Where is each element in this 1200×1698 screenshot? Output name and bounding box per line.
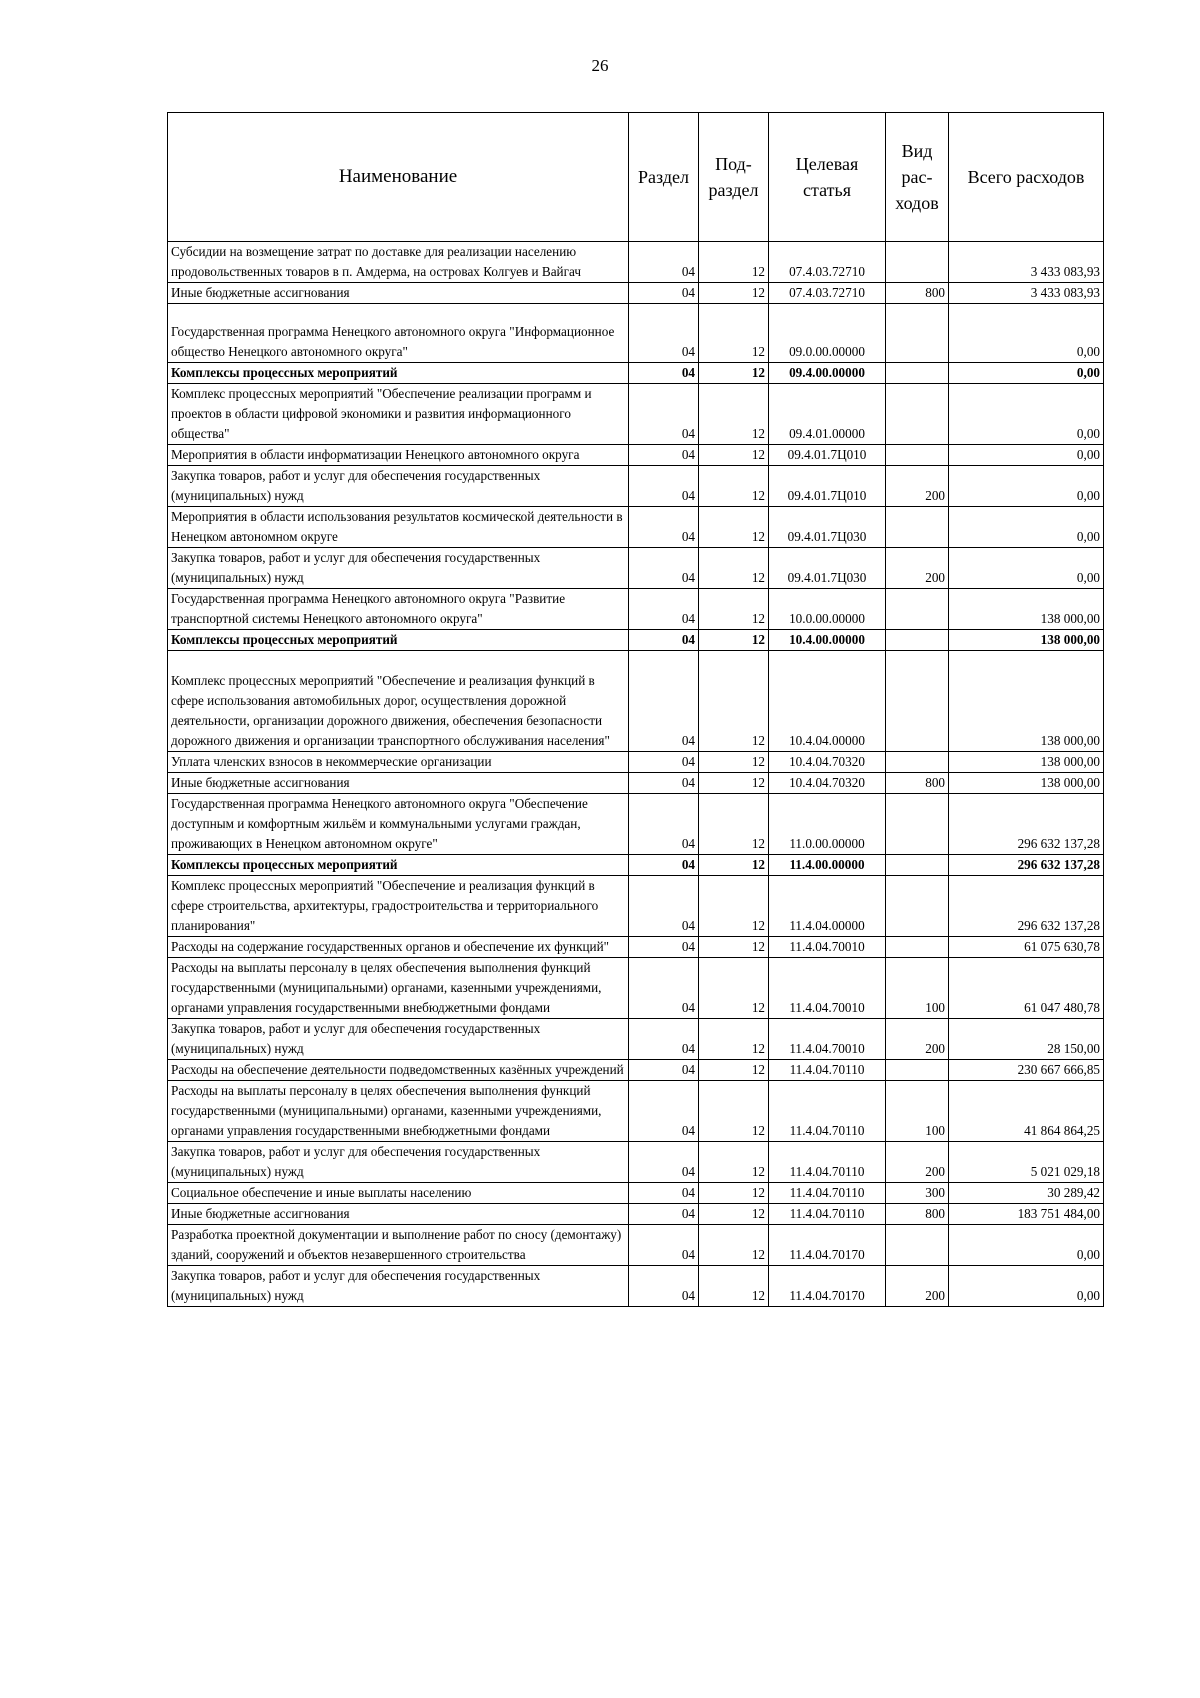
cell-sum: 61 047 480,78 [949, 958, 1104, 1019]
cell-statya: 11.4.04.70010 [769, 937, 886, 958]
header-razdel: Раздел [629, 113, 699, 242]
cell-name: Уплата членских взносов в некоммерческие организации [168, 752, 629, 773]
cell-vid: 800 [886, 1204, 949, 1225]
cell-podrazdel: 12 [699, 507, 769, 548]
cell-vid: 200 [886, 466, 949, 507]
cell-vid [886, 651, 949, 752]
cell-statya: 10.0.00.00000 [769, 589, 886, 630]
cell-name: Расходы на выплаты персоналу в целях обеспечения выполнения функций государственными (муниципальными) органами, казенными учреждениями, органами управления государственными внебюджетными фондами [168, 958, 629, 1019]
cell-razdel: 04 [629, 466, 699, 507]
table-body [168, 242, 1104, 1307]
cell-podrazdel: 12 [699, 1060, 769, 1081]
cell-podrazdel: 12 [699, 630, 769, 651]
cell-vid [886, 1225, 949, 1266]
cell-name: Закупка товаров, работ и услуг для обеспечения государственных (муниципальных) нужд [168, 466, 629, 507]
cell-vid: 200 [886, 1019, 949, 1060]
cell-vid [886, 876, 949, 937]
cell-razdel: 04 [629, 384, 699, 445]
cell-sum: 138 000,00 [949, 773, 1104, 794]
cell-podrazdel: 12 [699, 773, 769, 794]
table-row [168, 937, 1104, 958]
cell-name: Разработка проектной документации и выполнение работ по сносу (демонтажу) зданий, сооружений и объектов незавершенного строительства [168, 1225, 629, 1266]
cell-name: Расходы на выплаты персоналу в целях обеспечения выполнения функций государственными (муниципальными) органами, казенными учреждениями, органами управления государственными внебюджетными фондами [168, 1081, 629, 1142]
cell-sum: 138 000,00 [949, 630, 1104, 651]
cell-statya: 11.4.04.70110 [769, 1204, 886, 1225]
cell-name: Расходы на содержание государственных органов и обеспечение их функций" [168, 937, 629, 958]
cell-name: Социальное обеспечение и иные выплаты населению [168, 1183, 629, 1204]
cell-podrazdel: 12 [699, 794, 769, 855]
cell-sum: 296 632 137,28 [949, 855, 1104, 876]
table-row [168, 1266, 1104, 1307]
table-row [168, 466, 1104, 507]
table-row [168, 363, 1104, 384]
cell-podrazdel: 12 [699, 1081, 769, 1142]
cell-name: Иные бюджетные ассигнования [168, 1204, 629, 1225]
cell-name: Мероприятия в области использования результатов космической деятельности в Ненецком автономном округе [168, 507, 629, 548]
cell-vid [886, 589, 949, 630]
cell-name: Расходы на обеспечение деятельности подведомственных казённых учреждений [168, 1060, 629, 1081]
cell-vid: 100 [886, 958, 949, 1019]
cell-sum: 61 075 630,78 [949, 937, 1104, 958]
table-row [168, 630, 1104, 651]
cell-vid: 200 [886, 1142, 949, 1183]
cell-statya: 09.4.01.00000 [769, 384, 886, 445]
cell-vid [886, 794, 949, 855]
cell-razdel: 04 [629, 507, 699, 548]
cell-razdel: 04 [629, 1081, 699, 1142]
cell-vid [886, 1060, 949, 1081]
cell-statya: 09.4.01.7Ц030 [769, 548, 886, 589]
cell-podrazdel: 12 [699, 876, 769, 937]
cell-podrazdel: 12 [699, 1225, 769, 1266]
cell-statya: 11.4.04.70010 [769, 958, 886, 1019]
cell-razdel: 04 [629, 1225, 699, 1266]
cell-razdel: 04 [629, 1019, 699, 1060]
cell-statya: 11.4.04.70010 [769, 1019, 886, 1060]
table-row [168, 855, 1104, 876]
cell-statya: 09.4.01.7Ц010 [769, 466, 886, 507]
cell-statya: 09.4.00.00000 [769, 363, 886, 384]
cell-podrazdel: 12 [699, 1142, 769, 1183]
cell-podrazdel: 12 [699, 363, 769, 384]
cell-vid [886, 363, 949, 384]
cell-statya: 10.4.04.00000 [769, 651, 886, 752]
cell-name: Закупка товаров, работ и услуг для обеспечения государственных (муниципальных) нужд [168, 548, 629, 589]
cell-statya: 10.4.04.70320 [769, 752, 886, 773]
cell-razdel: 04 [629, 1142, 699, 1183]
cell-vid [886, 855, 949, 876]
cell-razdel: 04 [629, 1266, 699, 1307]
cell-sum: 30 289,42 [949, 1183, 1104, 1204]
cell-sum: 0,00 [949, 1266, 1104, 1307]
cell-statya: 11.4.04.70110 [769, 1183, 886, 1204]
header-podrazdel: Под-раздел [699, 113, 769, 242]
cell-name: Комплексы процессных мероприятий [168, 363, 629, 384]
table-row [168, 1183, 1104, 1204]
cell-podrazdel: 12 [699, 304, 769, 363]
cell-vid: 800 [886, 283, 949, 304]
table-row [168, 1060, 1104, 1081]
cell-razdel: 04 [629, 1183, 699, 1204]
header-name: Наименование [168, 113, 629, 242]
cell-name: Комплексы процессных мероприятий [168, 630, 629, 651]
cell-statya: 11.4.04.70110 [769, 1081, 886, 1142]
table-row [168, 384, 1104, 445]
cell-podrazdel: 12 [699, 1183, 769, 1204]
header-vid-raskhodov: Вид рас-ходов [886, 113, 949, 242]
table-row [168, 958, 1104, 1019]
cell-statya: 11.4.04.00000 [769, 876, 886, 937]
cell-sum: 0,00 [949, 507, 1104, 548]
cell-sum: 0,00 [949, 304, 1104, 363]
cell-sum: 0,00 [949, 548, 1104, 589]
budget-table [167, 112, 1104, 1307]
cell-sum: 183 751 484,00 [949, 1204, 1104, 1225]
cell-statya: 11.4.04.70170 [769, 1225, 886, 1266]
cell-name: Комплексы процессных мероприятий [168, 855, 629, 876]
cell-statya: 11.0.00.00000 [769, 794, 886, 855]
page-number: 26 [591, 56, 609, 75]
cell-statya: 10.4.00.00000 [769, 630, 886, 651]
table-row [168, 1019, 1104, 1060]
table-row [168, 773, 1104, 794]
header-tselevaya-statya: Целевая статья [769, 113, 886, 242]
cell-name: Комплекс процессных мероприятий "Обеспечение реализации программ и проектов в области цифровой экономики и развития информационного общества" [168, 384, 629, 445]
cell-name: Государственная программа Ненецкого автономного округа "Обеспечение доступным и комфортным жильём и коммунальными услугами граждан, проживающих в Ненецком автономном округе" [168, 794, 629, 855]
table-row [168, 507, 1104, 548]
cell-sum: 3 433 083,93 [949, 283, 1104, 304]
table-row [168, 752, 1104, 773]
cell-vid: 100 [886, 1081, 949, 1142]
cell-razdel: 04 [629, 855, 699, 876]
cell-statya: 07.4.03.72710 [769, 242, 886, 283]
cell-sum: 138 000,00 [949, 589, 1104, 630]
cell-razdel: 04 [629, 773, 699, 794]
cell-razdel: 04 [629, 548, 699, 589]
cell-podrazdel: 12 [699, 242, 769, 283]
cell-statya: 11.4.04.70170 [769, 1266, 886, 1307]
cell-sum: 0,00 [949, 363, 1104, 384]
cell-sum: 296 632 137,28 [949, 794, 1104, 855]
cell-razdel: 04 [629, 242, 699, 283]
cell-razdel: 04 [629, 651, 699, 752]
cell-statya: 10.4.04.70320 [769, 773, 886, 794]
table-row [168, 876, 1104, 937]
cell-statya: 11.4.04.70110 [769, 1060, 886, 1081]
cell-razdel: 04 [629, 752, 699, 773]
cell-razdel: 04 [629, 304, 699, 363]
cell-razdel: 04 [629, 589, 699, 630]
cell-podrazdel: 12 [699, 958, 769, 1019]
cell-razdel: 04 [629, 937, 699, 958]
cell-sum: 28 150,00 [949, 1019, 1104, 1060]
cell-sum: 0,00 [949, 445, 1104, 466]
table-row [168, 304, 1104, 363]
cell-podrazdel: 12 [699, 384, 769, 445]
cell-razdel: 04 [629, 958, 699, 1019]
cell-podrazdel: 12 [699, 283, 769, 304]
cell-podrazdel: 12 [699, 445, 769, 466]
cell-sum: 0,00 [949, 1225, 1104, 1266]
cell-razdel: 04 [629, 1060, 699, 1081]
table-row [168, 794, 1104, 855]
cell-vid [886, 507, 949, 548]
cell-sum: 3 433 083,93 [949, 242, 1104, 283]
cell-vid: 300 [886, 1183, 949, 1204]
cell-vid: 200 [886, 1266, 949, 1307]
cell-podrazdel: 12 [699, 1266, 769, 1307]
cell-podrazdel: 12 [699, 548, 769, 589]
cell-razdel: 04 [629, 363, 699, 384]
cell-vid [886, 937, 949, 958]
cell-sum: 0,00 [949, 466, 1104, 507]
table-row [168, 1081, 1104, 1142]
table-row [168, 1142, 1104, 1183]
header-vsego: Всего расходов [949, 113, 1104, 242]
cell-name: Иные бюджетные ассигнования [168, 283, 629, 304]
cell-name: Закупка товаров, работ и услуг для обеспечения государственных (муниципальных) нужд [168, 1266, 629, 1307]
table-row [168, 589, 1104, 630]
cell-statya: 11.4.04.70110 [769, 1142, 886, 1183]
cell-statya: 09.4.01.7Ц010 [769, 445, 886, 466]
cell-podrazdel: 12 [699, 855, 769, 876]
cell-name: Иные бюджетные ассигнования [168, 773, 629, 794]
cell-vid [886, 445, 949, 466]
cell-podrazdel: 12 [699, 589, 769, 630]
cell-vid [886, 630, 949, 651]
table-row [168, 283, 1104, 304]
cell-vid: 200 [886, 548, 949, 589]
cell-razdel: 04 [629, 876, 699, 937]
cell-statya: 09.0.00.00000 [769, 304, 886, 363]
cell-sum: 41 864 864,25 [949, 1081, 1104, 1142]
table-row [168, 242, 1104, 283]
table-row [168, 548, 1104, 589]
cell-name: Закупка товаров, работ и услуг для обеспечения государственных (муниципальных) нужд [168, 1142, 629, 1183]
cell-razdel: 04 [629, 283, 699, 304]
cell-vid [886, 304, 949, 363]
cell-razdel: 04 [629, 794, 699, 855]
cell-razdel: 04 [629, 630, 699, 651]
cell-sum: 0,00 [949, 384, 1104, 445]
cell-razdel: 04 [629, 445, 699, 466]
cell-name: Закупка товаров, работ и услуг для обеспечения государственных (муниципальных) нужд [168, 1019, 629, 1060]
cell-podrazdel: 12 [699, 937, 769, 958]
cell-sum: 138 000,00 [949, 651, 1104, 752]
cell-podrazdel: 12 [699, 466, 769, 507]
cell-vid: 800 [886, 773, 949, 794]
cell-sum: 5 021 029,18 [949, 1142, 1104, 1183]
table-row [168, 1204, 1104, 1225]
cell-name: Государственная программа Ненецкого автономного округа "Развитие транспортной системы Ненецкого автономного округа" [168, 589, 629, 630]
cell-sum: 138 000,00 [949, 752, 1104, 773]
cell-name: Мероприятия в области информатизации Ненецкого автономного округа [168, 445, 629, 466]
cell-podrazdel: 12 [699, 752, 769, 773]
table-header-row [168, 113, 1104, 242]
cell-razdel: 04 [629, 1204, 699, 1225]
cell-vid [886, 752, 949, 773]
cell-vid [886, 384, 949, 445]
table-row [168, 651, 1104, 752]
table-row [168, 1225, 1104, 1266]
cell-statya: 11.4.00.00000 [769, 855, 886, 876]
cell-name: Комплекс процессных мероприятий "Обеспечение и реализация функций в сфере использования автомобильных дорог, осуществления дорожной деятельности, организации дорожного движения, обеспечения безопасности дорожного движения и организации транспортного обслуживания населения" [168, 651, 629, 752]
cell-vid [886, 242, 949, 283]
cell-statya: 09.4.01.7Ц030 [769, 507, 886, 548]
cell-podrazdel: 12 [699, 651, 769, 752]
cell-name: Государственная программа Ненецкого автономного округа "Информационное общество Ненецкого автономного округа" [168, 304, 629, 363]
cell-sum: 296 632 137,28 [949, 876, 1104, 937]
cell-podrazdel: 12 [699, 1204, 769, 1225]
cell-name: Субсидии на возмещение затрат по доставке для реализации населению продовольственных товаров в п. Амдерма, на островах Колгуев и Вайгач [168, 242, 629, 283]
table-row [168, 445, 1104, 466]
cell-statya: 07.4.03.72710 [769, 283, 886, 304]
cell-sum: 230 667 666,85 [949, 1060, 1104, 1081]
cell-name: Комплекс процессных мероприятий "Обеспечение и реализация функций в сфере строительства, архитектуры, градостроительства и территориального планирования" [168, 876, 629, 937]
cell-podrazdel: 12 [699, 1019, 769, 1060]
